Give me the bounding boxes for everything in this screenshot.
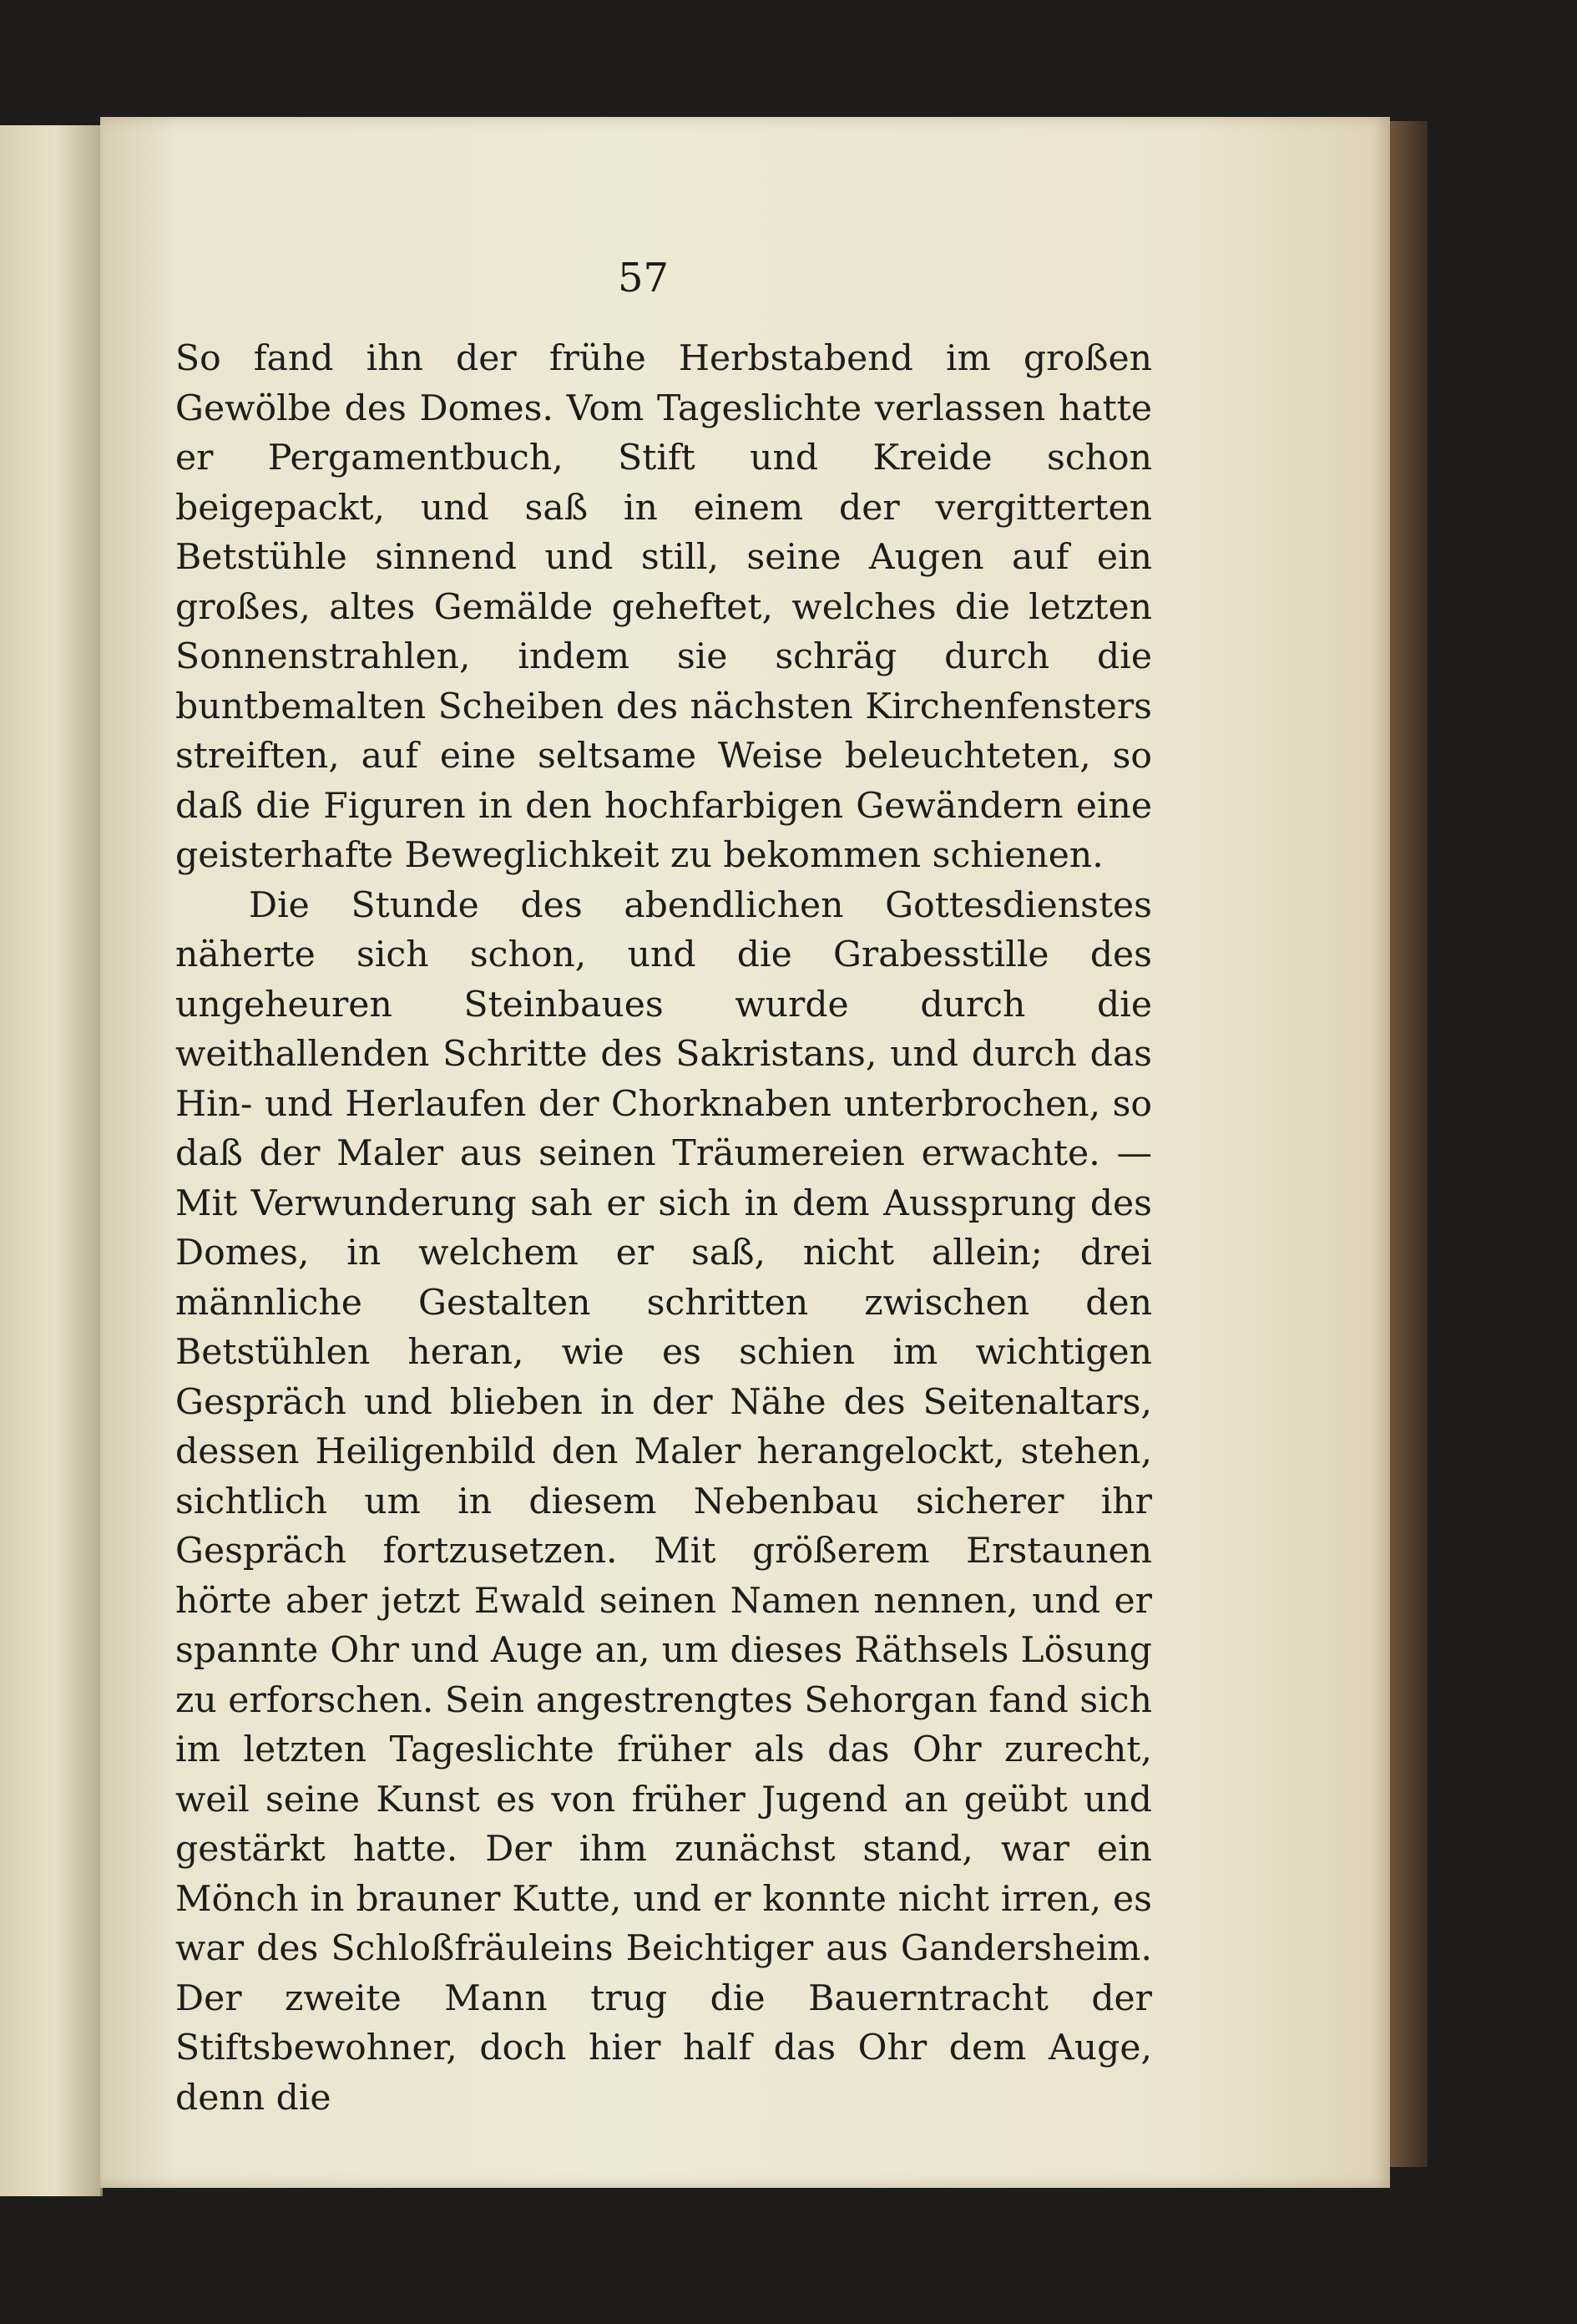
paragraph-2: Die Stunde des abendlichen Gottesdienstes näherte sich schon, und die Grabesstille des ungeheuren Steinbaues wurde durch die weithallenden Schritte des Sakristans, und durch das Hin- und Herlaufen der Chorknaben unterbrochen, so daß der Maler aus seinen Träumereien erwachte. — Mit Verwunderung sah er sich in dem Aussprung des Domes, in welchem er saß, nicht allein; drei männliche Gestalten schritten zwischen den Betstühlen heran, wie es schien im wichtigen Gespräch und blieben in der Nähe des Seitenaltars, dessen Heiligenbild den Maler herangelockt, stehen, sichtlich um in diesem Nebenbau sicherer ihr Gespräch fortzusetzen. Mit größerem Erstaunen hörte aber jetzt Ewald seinen Namen nennen, und er spannte Ohr und Auge an, um dieses Räthsels Lösung zu erforschen. Sein angestrengtes Sehorgan fand sich im letzten Tageslichte früher als das Ohr zurecht, weil seine Kunst es von früher Jugend an geübt und gestärkt hatte. Der ihm zunächst stand, war ein Mönch in brauner Kutte, und er konnte nicht irren, es war des Schloßfräuleins Beichtiger aus Gandersheim. Der zweite Mann trug die Bauerntracht der Stiftsbewohner, doch hier half das Ohr dem Auge, denn die bbox=[175, 884, 1152, 2119]
facing-page-edge bbox=[0, 125, 103, 2196]
paragraph-1: So fand ihn der frühe Herbstabend im großen Gewölbe des Domes. Vom Tageslichte verlassen hatte er Pergamentbuch, Stift und Kreide schon beigepackt, und saß in einem der vergitterten Betstühle sinnend und still, seine Augen auf ein großes, altes Gemälde geheftet, welches die letzten Sonnenstrahlen, indem sie schräg durch die buntbemalten Scheiben des nächsten Kirchenfensters streiften, auf eine seltsame Weise beleuchteten, so daß die Figuren in den hochfarbigen Gewändern eine geisterhafte Beweglichkeit zu bekommen schienen. bbox=[175, 338, 1152, 876]
page-number: 57 bbox=[618, 255, 670, 301]
page-body-text bbox=[175, 334, 1152, 2123]
